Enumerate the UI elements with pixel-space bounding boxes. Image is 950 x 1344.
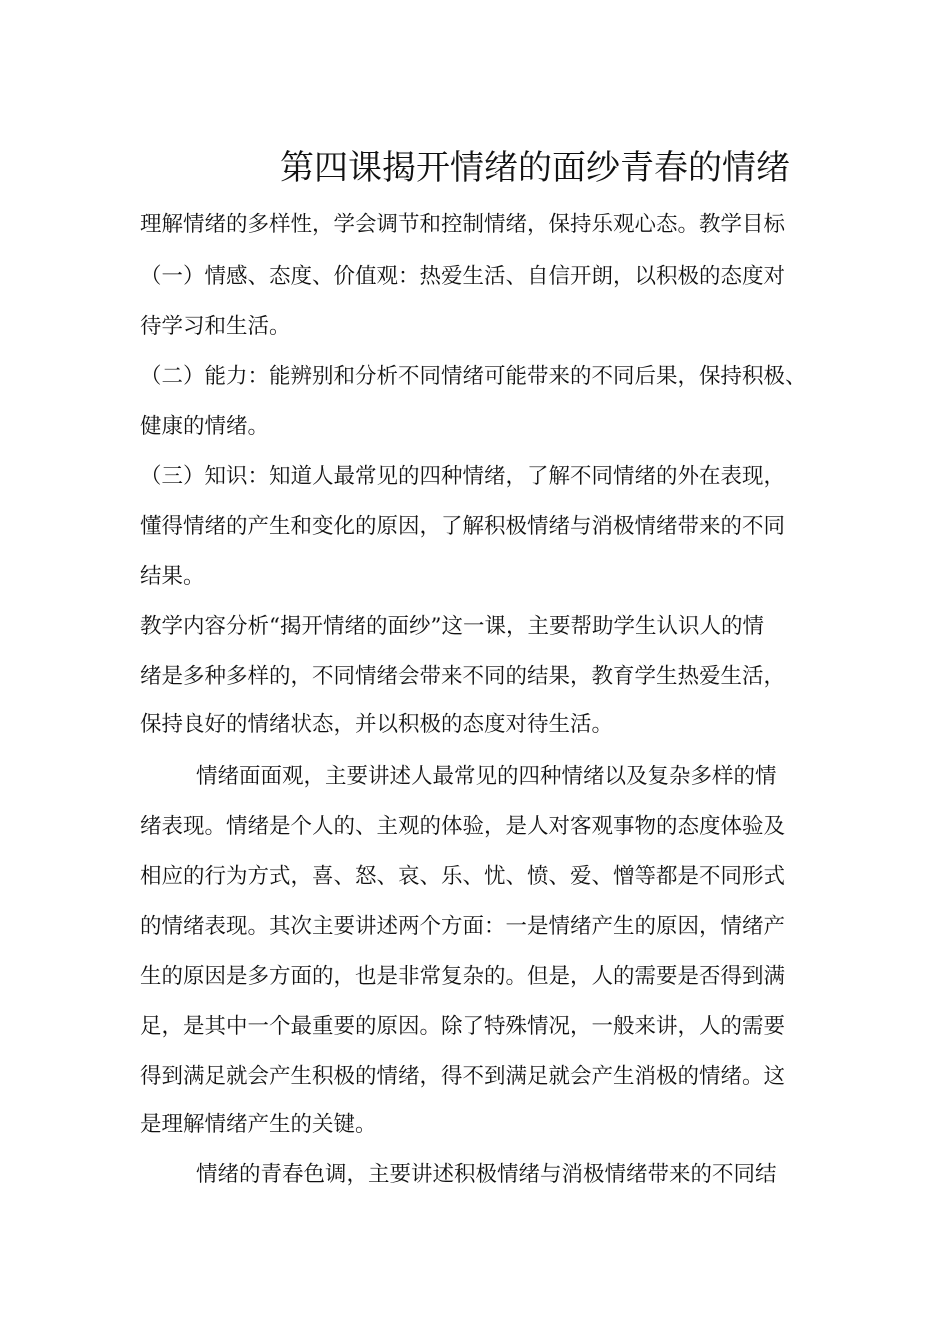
text-line: 情绪的青春色调，主要讲述积极情绪与消极情绪带来的不同结	[196, 1162, 777, 1187]
text-line: 足，是其中一个最重要的原因。除了特殊情况，一般来讲，人的需要	[140, 1014, 786, 1039]
text-line: 结果。	[140, 564, 205, 589]
text-line: 待学习和生活。	[140, 314, 291, 339]
text-line: 得到满足就会产生积极的情绪，得不到满足就会产生消极的情绪。这	[140, 1064, 786, 1089]
text-line: 的情绪表现。其次主要讲述两个方面：一是情绪产生的原因，情绪产	[140, 914, 786, 939]
text-line: 情绪面面观，主要讲述人最常见的四种情绪以及复杂多样的情	[196, 764, 777, 789]
text-line: （三）知识：知道人最常见的四种情绪，了解不同情绪的外在表现，	[140, 464, 786, 489]
text-line: 绪表现。情绪是个人的、主观的体验，是人对客观事物的态度体验及	[140, 814, 786, 839]
text-line: 绪是多种多样的，不同情绪会带来不同的结果，教育学生热爱生活，	[140, 664, 786, 689]
text-line: 健康的情绪。	[140, 414, 270, 439]
text-line: （一）情感、态度、价值观：热爱生活、自信开朗，以积极的态度对	[140, 264, 786, 289]
text-line: 保持良好的情绪状态，并以积极的态度对待生活。	[140, 712, 614, 737]
text-line: 是理解情绪产生的关键。	[140, 1112, 377, 1137]
text-line: 理解情绪的多样性，学会调节和控制情绪，保持乐观心态。教学目标	[140, 212, 786, 237]
text-line: 懂得情绪的产生和变化的原因，了解积极情绪与消极情绪带来的不同	[140, 514, 786, 539]
text-line: 教学内容分析“揭开情绪的面纱”这一课，主要帮助学生认识人的情	[140, 614, 764, 639]
page-title: 第四课揭开情绪的面纱青春的情绪	[280, 148, 790, 188]
text-line: （二）能力：能辨别和分析不同情绪可能带来的不同后果，保持积极、	[140, 364, 807, 389]
text-line: 生的原因是多方面的，也是非常复杂的。但是，人的需要是否得到满	[140, 964, 786, 989]
text-line: 相应的行为方式，喜、怒、哀、乐、忧、愤、爱、憎等都是不同形式	[140, 864, 786, 889]
